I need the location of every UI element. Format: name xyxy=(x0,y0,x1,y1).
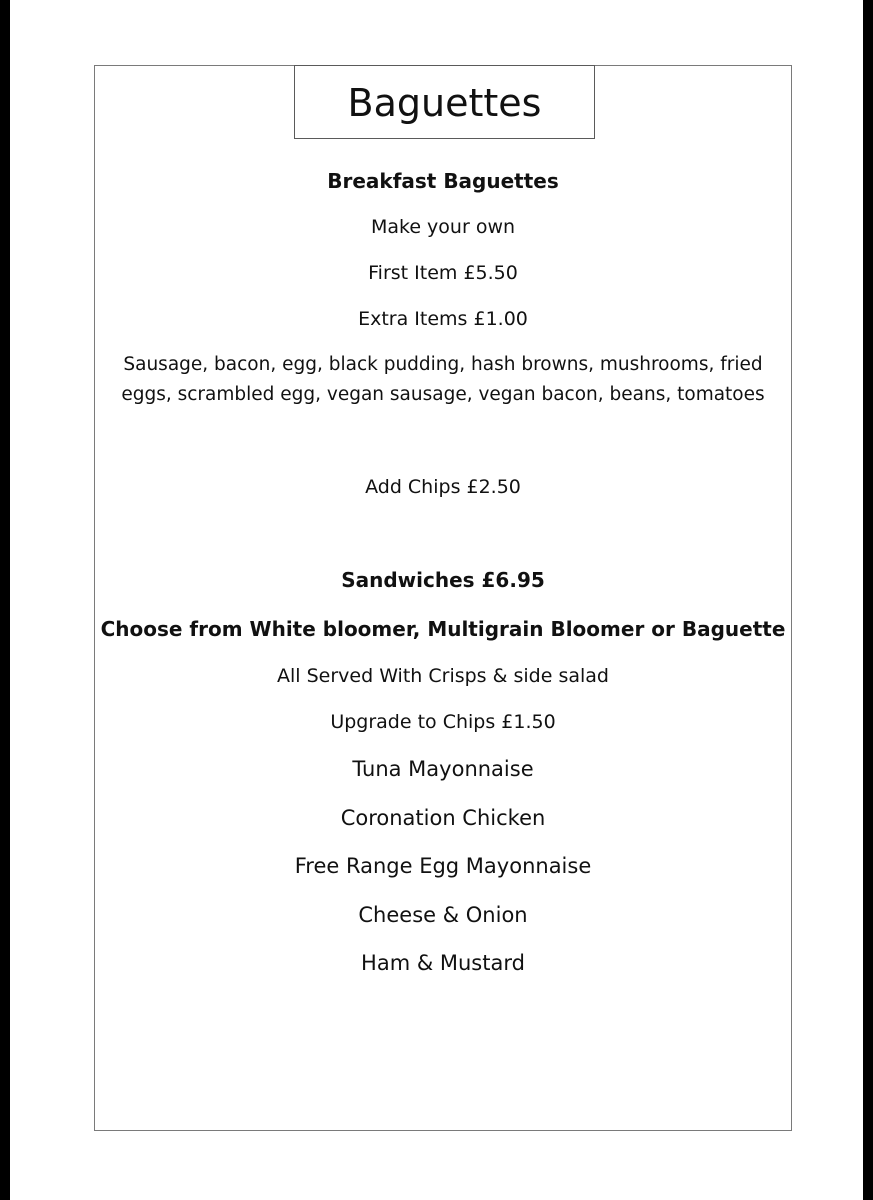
first-item-price: First Item £5.50 xyxy=(368,262,518,284)
add-chips-price: Add Chips £2.50 xyxy=(365,476,521,498)
fillings-line-1: Sausage, bacon, egg, black pudding, hash browns, mushrooms, fried xyxy=(123,354,763,375)
fillings-list xyxy=(110,350,776,410)
upgrade-chips-price: Upgrade to Chips £1.50 xyxy=(330,711,556,733)
sandwiches-heading: Sandwiches £6.95 xyxy=(341,568,545,592)
sandwich-item: Free Range Egg Mayonnaise xyxy=(294,854,592,878)
served-with-text: All Served With Crisps & side salad xyxy=(277,665,609,687)
sandwich-item: Coronation Chicken xyxy=(340,806,546,830)
page-title: Baguettes xyxy=(347,81,542,125)
sandwich-item: Tuna Mayonnaise xyxy=(352,757,534,781)
sandwich-item: Ham & Mustard xyxy=(361,951,525,975)
extra-items-price: Extra Items £1.00 xyxy=(358,308,528,330)
bread-choice-text: Choose from White bloomer, Multigrain Bloomer or Baguette xyxy=(100,617,786,641)
breakfast-heading: Breakfast Baguettes xyxy=(327,169,559,193)
title-box xyxy=(294,65,595,139)
sandwich-item: Cheese & Onion xyxy=(358,903,528,927)
fillings-line-2: eggs, scrambled egg, vegan sausage, vegan bacon, beans, tomatoes xyxy=(121,384,765,405)
make-your-own-text: Make your own xyxy=(370,216,516,238)
